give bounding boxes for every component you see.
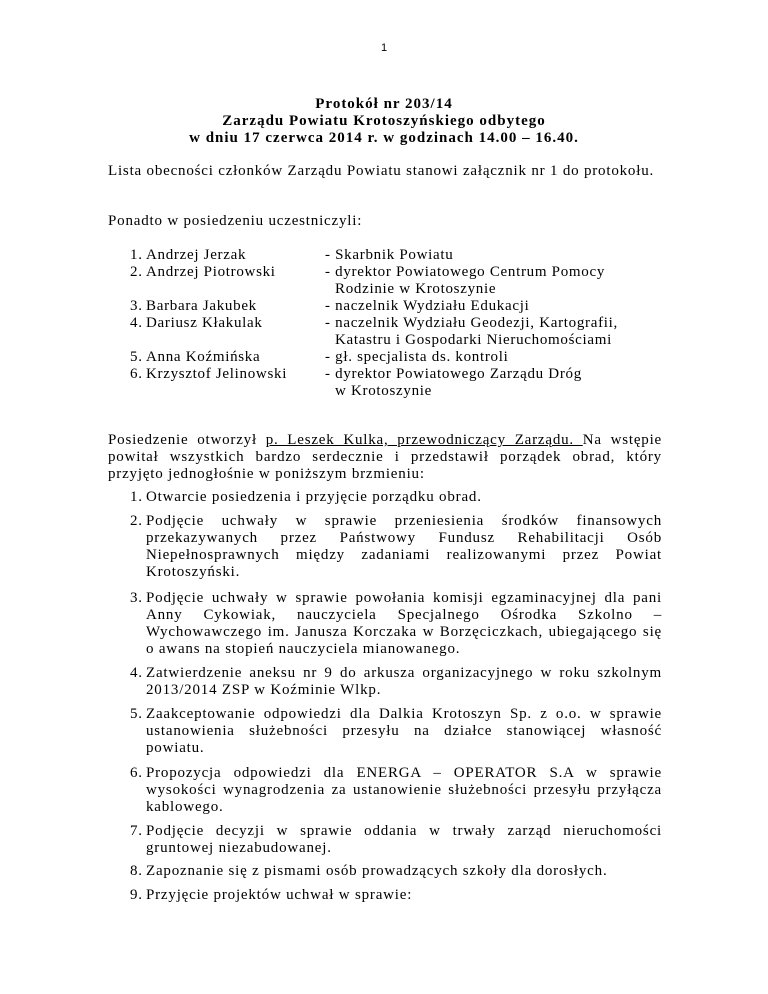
participant-number: 4. [130, 315, 143, 331]
title-line-3: w dniu 17 czerwca 2014 r. w godzinach 14.00 – 16.40. [189, 130, 579, 146]
participant-name: Andrzej Jerzak [146, 247, 247, 263]
agenda-item [130, 706, 662, 757]
agenda-item-number: 1. [130, 489, 143, 505]
participants-intro: Ponadto w posiedzeniu uczestniczyli: [108, 213, 363, 229]
participant-role-cont: Katastru i Gospodarki Nieruchomościami [335, 332, 612, 348]
participant-name: Dariusz Kłakulak [146, 315, 263, 331]
participant-role-cont: Rodzinie w Krotoszynie [335, 281, 497, 297]
title-line-2: Zarządu Powiatu Krotoszyńskiego odbytego [222, 113, 546, 129]
agenda-item-number: 9. [130, 887, 143, 903]
agenda-item-text: Zatwierdzenie aneksu nr 9 do arkusza organizacyjnego w roku szkolnym 2013/2014 ZSP w Koźminie Wlkp. [146, 665, 662, 698]
page-number: 1 [380, 42, 388, 54]
participant-number: 1. [130, 247, 143, 263]
agenda-item [130, 590, 662, 658]
agenda-item [130, 513, 662, 581]
agenda-item-number: 6. [130, 765, 143, 781]
agenda-item-text: Propozycja odpowiedzi dla ENERGA – OPERATOR S.A w sprawie wysokości wynagrodzenia za ustanowienie służebności przesyłu przyłącza kablowego. [146, 765, 662, 815]
agenda-item [130, 665, 662, 699]
participant-number: 5. [130, 349, 143, 365]
agenda-item-number: 8. [130, 863, 143, 879]
participant-number: 3. [130, 298, 143, 314]
agenda-item-number: 3. [130, 590, 143, 606]
agenda-item-number: 5. [130, 706, 143, 722]
attendance-note: Lista obecności członków Zarządu Powiatu stanowi załącznik nr 1 do protokołu. [108, 163, 655, 179]
participant-role-cont: w Krotoszynie [335, 383, 432, 399]
opening-text-start: Posiedzenie otworzył [108, 432, 266, 448]
agenda-item-text: Przyjęcie projektów uchwał w sprawie: [146, 887, 413, 903]
agenda-item [130, 887, 662, 904]
participant-number: 2. [130, 264, 143, 280]
title-line-1: Protokół nr 203/14 [315, 96, 453, 112]
agenda-item [130, 823, 662, 857]
participant-role: - Skarbnik Powiatu [325, 247, 454, 263]
agenda-item-text: Podjęcie decyzji w sprawie oddania w trwały zarząd nieruchomości gruntowej niezabudowanej. [146, 823, 662, 856]
participant-number: 6. [130, 366, 143, 382]
participant-name: Andrzej Piotrowski [146, 264, 276, 280]
agenda-item [130, 863, 662, 880]
agenda-item [130, 765, 662, 816]
participant-role: - dyrektor Powiatowego Centrum Pomocy [325, 264, 606, 280]
opening-text-end: Na wstępie powitał wszystkich bardzo serdecznie i przedstawił porządek obrad, który przyjęto jednogłośnie w poniższym brzmieniu: [108, 432, 663, 482]
participant-role: - naczelnik Wydziału Edukacji [325, 298, 530, 314]
agenda-item-text: Zapoznanie się z pismami osób prowadzących szkoły dla dorosłych. [146, 863, 608, 879]
agenda-item-text: Otwarcie posiedzenia i przyjęcie porządku obrad. [146, 489, 482, 505]
agenda-item-number: 4. [130, 665, 143, 681]
agenda-item [130, 489, 662, 506]
agenda-item-number: 7. [130, 823, 143, 839]
agenda-item-text: Zaakceptowanie odpowiedzi dla Dalkia Krotoszyn Sp. z o.o. w sprawie ustanowienia służebności przesyłu na działce stanowiącej własność powiatu. [146, 706, 662, 756]
chairman-name: p. Leszek Kulka, przewodniczący Zarządu. [265, 432, 583, 448]
participant-name: Barbara Jakubek [146, 298, 257, 314]
participant-name: Krzysztof Jelinowski [146, 366, 288, 382]
document-title [0, 96, 768, 147]
participant-name: Anna Koźmińska [146, 349, 261, 365]
participant-role: - naczelnik Wydziału Geodezji, Kartografii, [325, 315, 618, 331]
participant-role: - gł. specjalista ds. kontroli [325, 349, 509, 365]
agenda-item-text: Podjęcie uchwały w sprawie powołania komisji egzaminacyjnej dla pani Anny Cykowiak, nauczyciela Specjalnego Ośrodka Szkolno – Wychowawczego im. Janusza Korczaka w Borzęciczkach, ubiegającego się o awans na stopień nauczyciela mianowanego. [146, 590, 662, 657]
agenda-item-number: 2. [130, 513, 143, 529]
opening-paragraph [108, 432, 662, 483]
participant-role: - dyrektor Powiatowego Zarządu Dróg [325, 366, 582, 382]
agenda-item-text: Podjęcie uchwały w sprawie przeniesienia środków finansowych przekazywanych przez Państwowy Fundusz Rehabilitacji Osób Niepełnosprawnych między zadaniami realizowanymi przez Powiat Krotoszyński. [146, 513, 662, 580]
